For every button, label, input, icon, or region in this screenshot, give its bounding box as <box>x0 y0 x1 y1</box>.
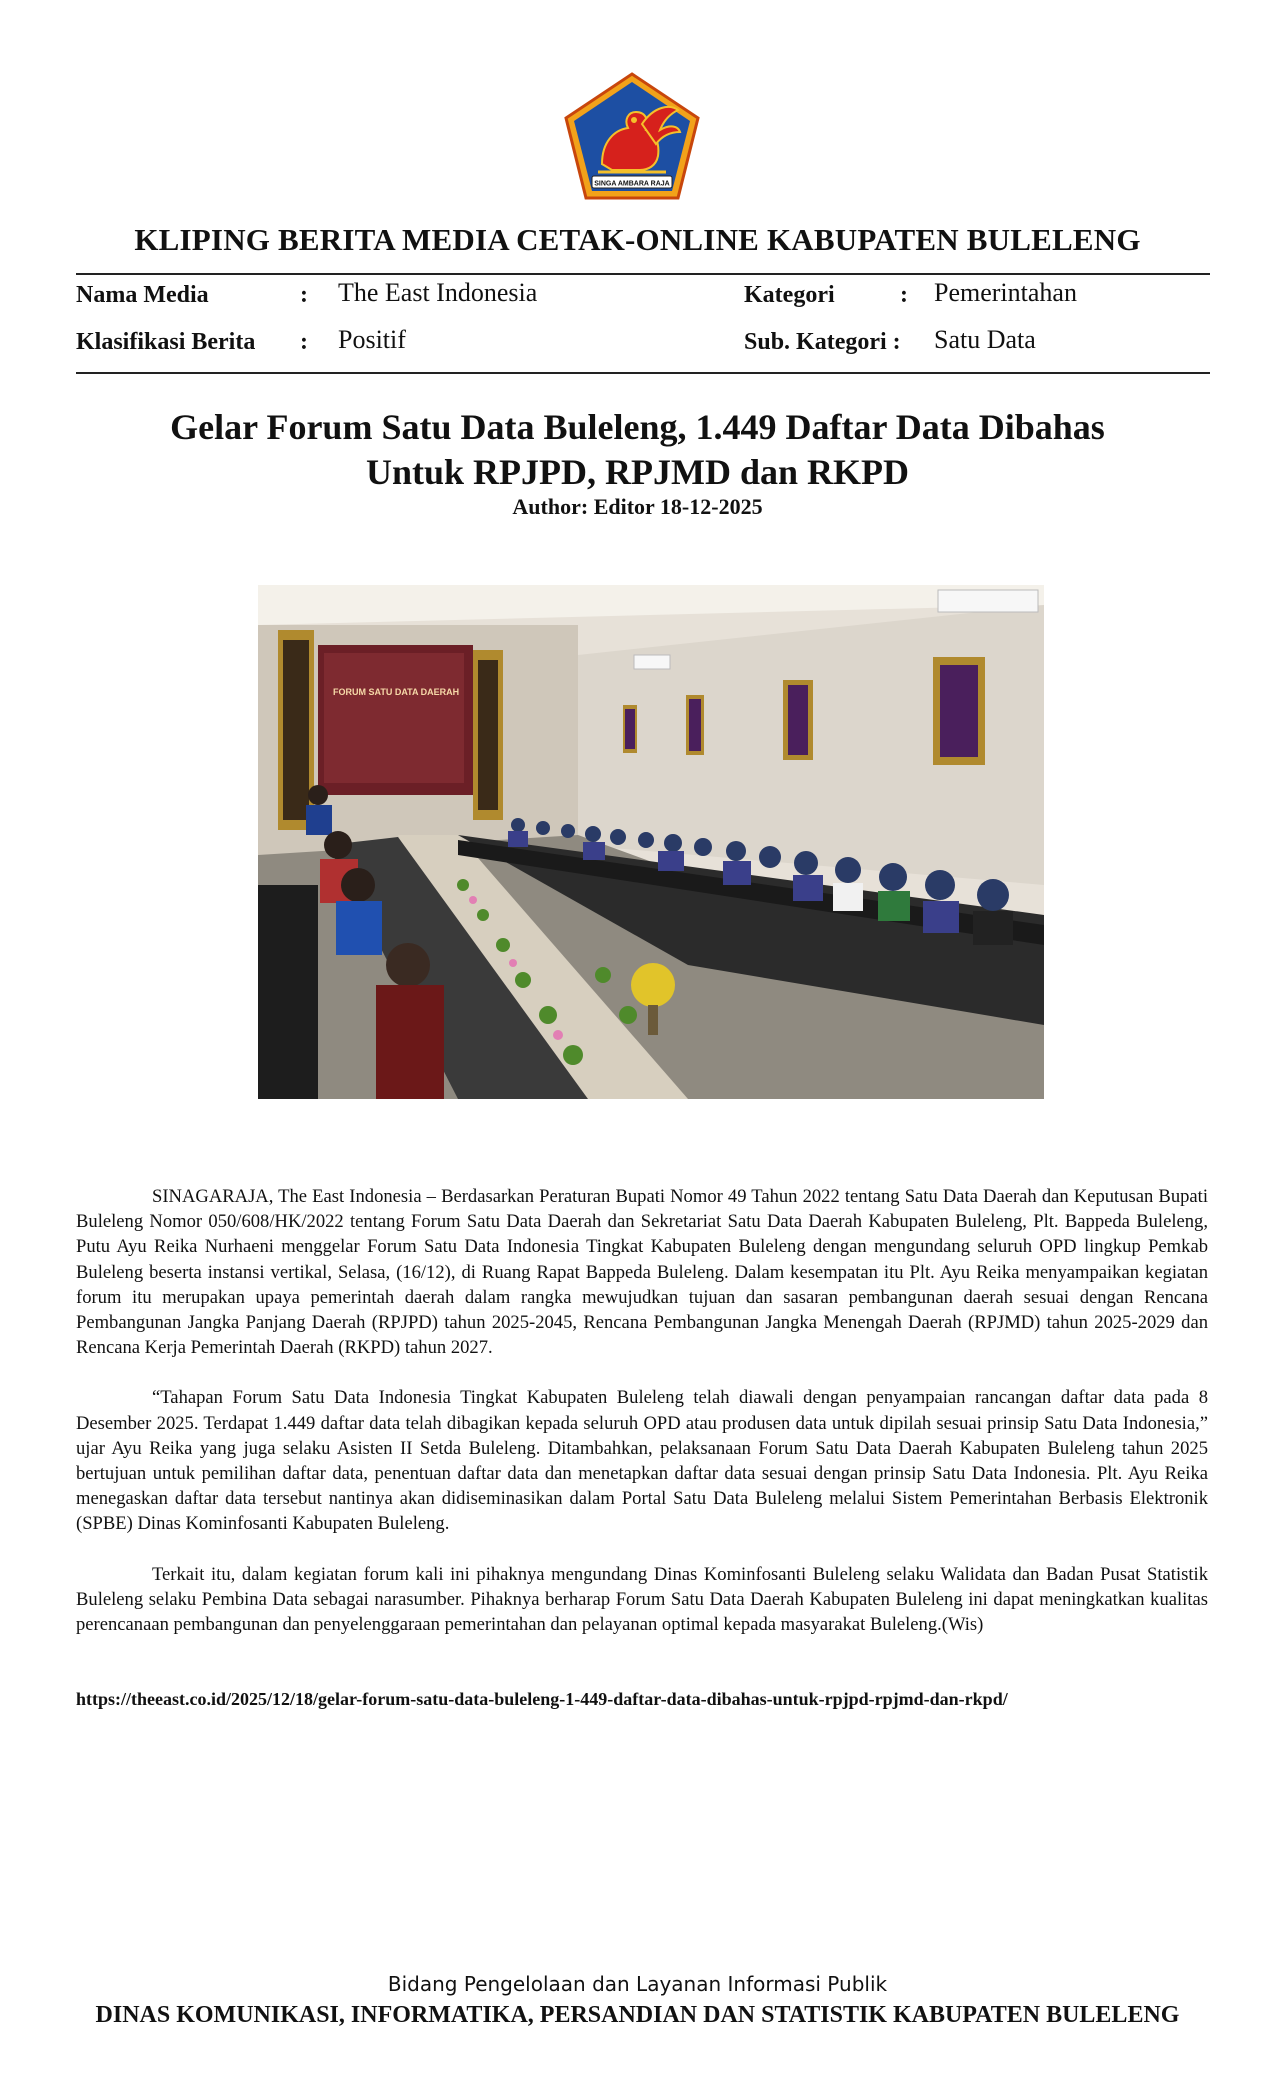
subcategory-value: Satu Data <box>934 325 1036 354</box>
article-title <box>0 405 1275 495</box>
article-photo <box>258 585 1044 1099</box>
category-value: Pemerintahan <box>934 278 1077 307</box>
footer-subtitle: Bidang Pengelolaan dan Layanan Informasi Publik <box>387 1972 888 1996</box>
article-paragraph-1: SINAGARAJA, The East Indonesia – Berdasarkan Peraturan Bupati Nomor 49 Tahun 2022 tentang Satu Data Daerah dan Keputusan Bupati Buleleng Nomor 050/608/HK/2022 tentang Forum Satu Data Daerah dan Sekretariat Satu Data Daerah Kabupaten Buleleng, Plt. Bappeda Buleleng, Putu Ayu Reika Nurhaeni menggelar Forum Satu Data Indonesia Tingkat Kabupaten Buleleng dengan mengundang seluruh OPD lingkup Pemkab Buleleng beserta instansi vertikal, Selasa, (16/12), di Ruang Rapat Bappeda Buleleng. Dalam kesempatan itu Plt. Ayu Reika menyampaikan kegiatan forum itu merupakan upaya pemerintah daerah dalam rangka mewujudkan tujuan dan sasaran pembangunan daerah sesuai dengan Rencana Pembangunan Jangka Panjang Daerah (RPJPD) tahun 2025-2045, Rencana Pembangunan Jangka Menengah Daerah (RPJMD) tahun 2025-2029 dan Rencana Kerja Pemerintah Daerah (RKPD) tahun 2027. <box>76 1186 1208 1359</box>
media-label: Nama Media <box>76 282 209 308</box>
footer-agency-name: DINAS KOMUNIKASI, INFORMATIKA, PERSANDIAN DAN STATISTIK KABUPATEN BULELENG <box>95 2002 1180 2028</box>
article-body <box>76 1184 1208 1662</box>
media-colon: : <box>300 282 308 308</box>
buleleng-emblem-logo <box>562 72 702 202</box>
media-value: The East Indonesia <box>338 278 538 307</box>
source-url-link[interactable]: https://theeast.co.id/2025/12/18/gelar-forum-satu-data-buleleng-1-449-daftar-data-dibahas-untuk-rpjpd-rpjmd-dan-rkpd/ <box>76 1689 1008 1709</box>
category-colon: : <box>900 282 908 308</box>
clipping-header-title: KLIPING BERITA MEDIA CETAK-ONLINE KABUPATEN BULELENG <box>134 222 1141 257</box>
subcategory-label: Sub. Kategori : <box>744 329 901 355</box>
logo-motto: SINGA AMBARA RAJA <box>594 180 670 188</box>
article-paragraph-3: Terkait itu, dalam kegiatan forum kali ini pihaknya mengundang Dinas Kominfosanti Buleleng selaku Walidata dan Badan Pusat Statistik Buleleng selaku Pembina Data sebagai narasumber. Pihaknya berharap Forum Satu Data Daerah Kabupaten Buleleng ini dapat meningkatkan kualitas perencanaan pembangunan dan penyelenggaraan pemerintahan dan pelayanan optimal kepada masyarakat Buleleng.(Wis) <box>76 1563 1208 1636</box>
article-title-line-2: Untuk RPJPD, RPJMD dan RKPD <box>365 452 910 492</box>
classification-label: Klasifikasi Berita <box>76 329 256 355</box>
classification-colon: : <box>300 329 308 355</box>
photo-screen-text: FORUM SATU DATA DAERAH <box>333 687 460 697</box>
article-paragraph-2: “Tahapan Forum Satu Data Indonesia Tingkat Kabupaten Buleleng telah diawali dengan penyampaian rancangan daftar data pada 8 Desember 2025. Terdapat 1.449 daftar data telah dibagikan kepada seluruh OPD atau produsen data untuk dipilah sesuai prinsip Satu Data Indonesia,” ujar Ayu Reika yang juga selaku Asisten II Setda Buleleng. Ditambahkan, pelaksanaan Forum Satu Data Daerah Kabupaten Buleleng tahun 2025 bertujuan untuk pemilihan daftar data, penentuan daftar data dan menetapkan daftar data sesuai dengan prinsip Satu Data Indonesia. Plt. Ayu Reika menegaskan daftar data tersebut nantinya akan didiseminasikan dalam Portal Satu Data Buleleng melalui Sistem Pemerintahan Berbasis Elektronik (SPBE) Dinas Kominfosanti Kabupaten Buleleng. <box>76 1387 1208 1535</box>
classification-value: Positif <box>338 325 406 354</box>
category-label: Kategori <box>744 282 835 308</box>
header-bottom-rule <box>76 372 1210 374</box>
header-top-rule <box>76 273 1210 275</box>
article-author: Author: Editor 18-12-2025 <box>512 494 763 519</box>
article-title-line-1: Gelar Forum Satu Data Buleleng, 1.449 Daftar Data Dibahas <box>170 407 1105 447</box>
